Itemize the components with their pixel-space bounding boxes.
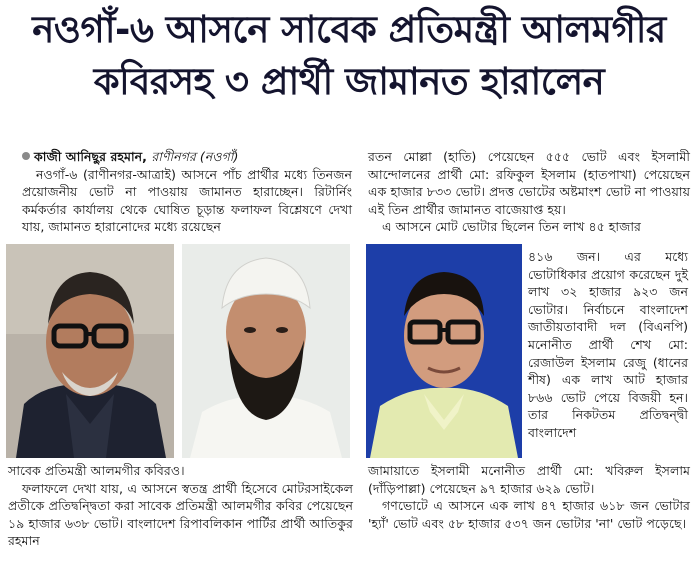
- article-column-left-top: [22, 148, 352, 236]
- byline-place: রাণীনগর (নওগাঁ): [151, 149, 239, 164]
- headline-line-2: কবিরসহ ৩ প্রার্থী জামানত হারালেন: [93, 60, 605, 103]
- byline-name: কাজী আনিছুর রহমান,: [34, 149, 147, 164]
- article-column-left-bottom: [8, 462, 353, 550]
- byline: [22, 148, 352, 166]
- article-column-right-bottom: [368, 462, 690, 532]
- paragraph: রতন মোল্লা (হাতি) পেয়েছেন ৫৫৫ ভোট এবং ইসলামী আন্দোলনের প্রার্থী মো: রফিকুল ইসলাম (হাতপাখা) পেয়েছেন এক হাজার ৮৩৩ ভোট। প্রদত্ত ভোটের অষ্টমাংশ ভোট না পাওয়ায় এই তিন প্রার্থীর জামানত বাজেয়াপ্ত হয়।: [368, 149, 690, 217]
- paragraph: সাবেক প্রতিমন্ত্রী আলমগীর কবিরও।: [8, 463, 185, 478]
- paragraph: ৪১৬ জন। এর মধ্যে ভোটাধিকার প্রয়োগ করেছেন দুই লাখ ৩২ হাজার ৯২৩ জন ভোটার। নির্বাচনে বাংলাদেশ জাতীয়তাবাদী দল (বিএনপি) মনোনীত প্রার্থী শেখ মো: রেজাউল ইসলাম রেজু (ধানের শীষ) এক লাখ আট হাজার ৮৬৬ ভোট পেয়ে বিজয়ী হন। তার নিকটতম প্রতিদ্বন্দ্বী বাংলাদেশ: [528, 249, 688, 440]
- paragraph: গণভোটে এ আসনে এক লাখ ৪৭ হাজার ৬১৮ জন ভোটার 'হ্যাঁ' ভোট এবং ৫৮ হাজার ৫৩৭ জন ভোটার 'না' ভোট পড়েছে।: [368, 498, 690, 531]
- photo-alamgir-kabir: [6, 244, 174, 458]
- photo-rezaul-islam-rezu: [366, 244, 522, 458]
- bullet-icon: [22, 152, 30, 160]
- paragraph: জামায়াতে ইসলামী মনোনীত প্রার্থী মো: খবিরুল ইসলাম (দাঁড়িপাল্লা) পেয়েছেন ৯৭ হাজার ৬২৯ ভোট।: [368, 463, 690, 496]
- photo-candidate-cap: [182, 244, 350, 458]
- paragraph: নওগাঁ-৬ (রাণীনগর-আত্রাই) আসনে পাঁচ প্রার্থীর মধ্যে তিনজন প্রয়োজনীয় ভোট না পাওয়ায় জামানত হারাচ্ছেন। রিটার্নিং কর্মকর্তার কার্যালয় থেকে ঘোষিত চূড়ান্ত ফলাফল বিশ্লেষণে দেখা যায়, জামানত হারানোদের মধ্যে রয়েছেন: [22, 166, 352, 235]
- headline: [0, 4, 698, 108]
- paragraph: ফলাফলে দেখা যায়, এ আসনে স্বতন্ত্র প্রার্থী হিসেবে মোটরসাইকেল প্রতীকে প্রতিদ্বন্দ্বিতা করা সাবেক প্রতিমন্ত্রী আলমগীর কবির পেয়েছেন ১৯ হাজার ৬৩৮ ভোট। বাংলাদেশ রিপাবলিকান পার্টির প্রার্থী আতিকুর রহমান: [8, 480, 353, 549]
- article-column-right-side: [528, 248, 688, 442]
- paragraph: এ আসনে মোট ভোটার ছিলেন তিন লাখ ৪৫ হাজার: [382, 219, 641, 235]
- article-column-right-top: [368, 148, 690, 236]
- headline-line-1: নওগাঁ-৬ আসনে সাবেক প্রতিমন্ত্রী আলমগীর: [32, 8, 666, 51]
